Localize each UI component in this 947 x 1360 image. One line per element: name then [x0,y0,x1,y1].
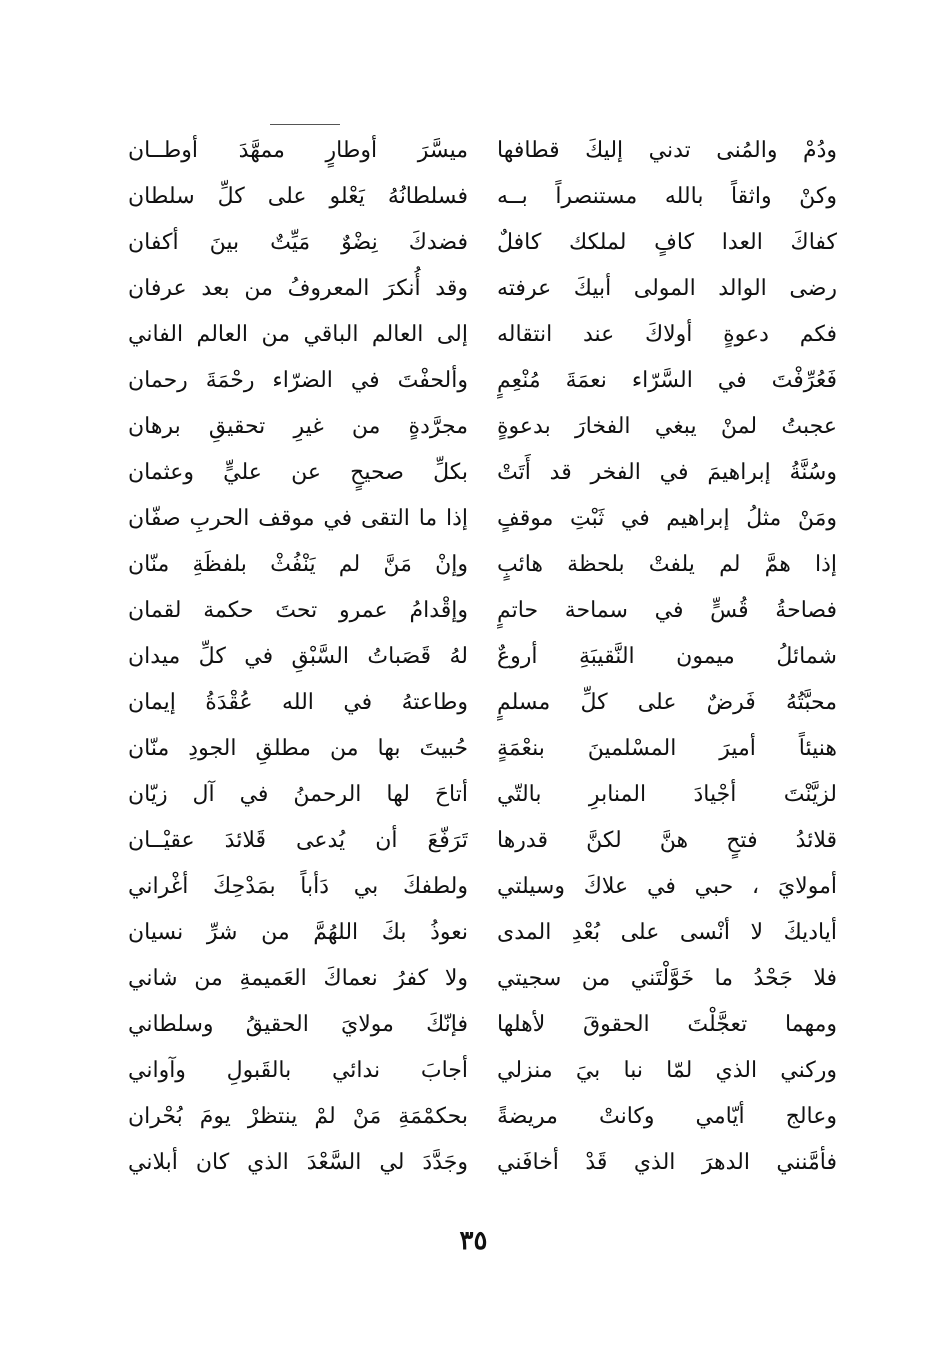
right-hemistich-line: فلا جَحْدُ ما خَوَّلْتَني من سجيتي [497,966,837,991]
right-hemistich-line: هنيئاً أميرَ المسْلمينَ بنعْمَةٍ [497,736,837,761]
right-hemistich-line: فَعُرِّفْتَ في السَّرّاء نعمَةَ مُنْعِمٍ [497,368,837,393]
right-hemistich-line: إذا همَّ لم يلفتْ بلحظة هائبٍ [497,552,837,577]
right-hemistich-line: وكنْ واثقاً بالله مستنصراً بــه [497,184,837,209]
left-hemistich-line: مجرَّدةٍ من غيرِ تحقيقِ برهان [128,414,468,439]
right-hemistich-line: عجبتُ لمنْ يبغي الفخارَ بدعوةٍ [497,414,837,439]
right-hemistich-line: محبَّتُهُ فَرضٌ على كلِّ مسلمٍ [497,690,837,715]
left-hemistich-line: تَرَفّعَ أن يُدعى قَلائدَ عقيْــان [128,828,468,853]
right-hemistich-line: ومَنْ مثلُ إبراهيم في ثَبْتِ موقفٍ [497,506,837,531]
left-hemistich-line: بحكمْمَةِ مَنْ لمْ ينتظرْ يومَ بُحْران [128,1104,468,1129]
left-hemistich-line: فضدكَ نِضْوٌ مَيِّتٌ بينَ أكفان [128,230,468,255]
left-hemistich-line: ميسَّرَ أوطارٍ ممهَّدَ أوطــان [128,138,468,163]
right-hemistich-line: فصاحةُ قُسٍّ في سماحة حاتمٍ [497,598,837,623]
left-hemistich-line: فسلطانُهُ يَعْلو على كلِّ سلطان [128,184,468,209]
right-hemistich-line: فكم دعوةٍ أولاكَ عند انتقاله [497,322,837,347]
left-hemistich-line: وجَدَّدَ لي السَّعْدَ الذي كان أبلاني [128,1150,468,1175]
left-hemistich-line: وقد أُنكرَ المعروفُ من بعد عرفان [128,276,468,301]
left-hemistich-line: ولا كفرُ نعماكَ العَميمةِ من شاني [128,966,468,991]
right-hemistich-line: رضى الوالد المولى أبيكَ عرفته [497,276,837,301]
right-hemistich-line: أياديكَ لا أنْسى على بُعْدِ المدى [497,920,837,945]
left-hemistich-line: وإنْ مَنَّ لم يَنْفُثْ بلفظَةِ منّان [128,552,468,577]
right-hemistich-line: وركني الذي لمّا نبا بيَ منزلي [497,1058,837,1083]
left-hemistich-line: وطاعتهُ في الله عُقْدَةُ إيمان [128,690,468,715]
left-hemistich-line: وألحفْتَ في الضرّاء رحْمَةَ رحمان [128,368,468,393]
right-hemistich-line: ودُمْ والمُنى تدني إليكَ قطافها [497,138,837,163]
left-hemistich-line: إذا ما التقى في موقف الحربِ صفّان [128,506,468,531]
right-hemistich-line: لزيَّنْتَ أجْيادَ المنابرِ بالتّي [497,782,837,807]
right-hemistich-line: وعالج أيّامي وكانتْ مريضةً [497,1104,837,1129]
left-hemistich-line: نعوذُ بكَ اللهُمَّ من شرِّ نسيان [128,920,468,945]
poem-left-column [128,128,468,1186]
right-hemistich-line: قلائدُ فتحٍ هنَّ لكنَّ قدرها [497,828,837,853]
right-hemistich-line: فأمَّنني الدهرَ الذي قَدْ أخافَني [497,1150,837,1175]
left-hemistich-line: وإقْدامُ عمرو تحتَ حكمة لقمان [128,598,468,623]
header-rule [270,124,340,125]
poem-right-column [497,128,837,1186]
right-hemistich-line: وسُنَّةُ إبراهيمَ في الفخر قد أَتَتْ [497,460,837,485]
left-hemistich-line: إلى العالم الباقي من العالم الفاني [128,322,468,347]
left-hemistich-line: حُبيتَ بها من مطلقِ الجودِ منّان [128,736,468,761]
left-hemistich-line: ولطفكَ بي دَأباً بمَدْحِكَ أغْراني [128,874,468,899]
right-hemistich-line: أمولايَ ، حبي في علاكَ وسيلتي [497,874,837,899]
page-number: ٣٥ [459,1226,488,1256]
left-hemistich-line: بكلِّ صحيحٍ عن عليٍّ وعثمان [128,460,468,485]
left-hemistich-line: فإنّكَ مولايَ الحقيقُ وسلطاني [128,1012,468,1037]
left-hemistich-line: أجابَ ندائي بالقَبولِ وآواني [128,1058,468,1083]
left-hemistich-line: لهُ قَصَباتُ السَّبْقِ في كلِّ ميدان [128,644,468,669]
left-hemistich-line: أتاحَ لها الرحمنُ في آل زيّان [128,782,468,807]
right-hemistich-line: شمائلُ ميمون النَّقيبَةِ أروعٌ [497,644,837,669]
right-hemistich-line: ومهما تعجَّلْتَ الحقوقَ لأهلها [497,1012,837,1037]
right-hemistich-line: كفاكَ العدا كافٍ لملكك كافلٌ [497,230,837,255]
